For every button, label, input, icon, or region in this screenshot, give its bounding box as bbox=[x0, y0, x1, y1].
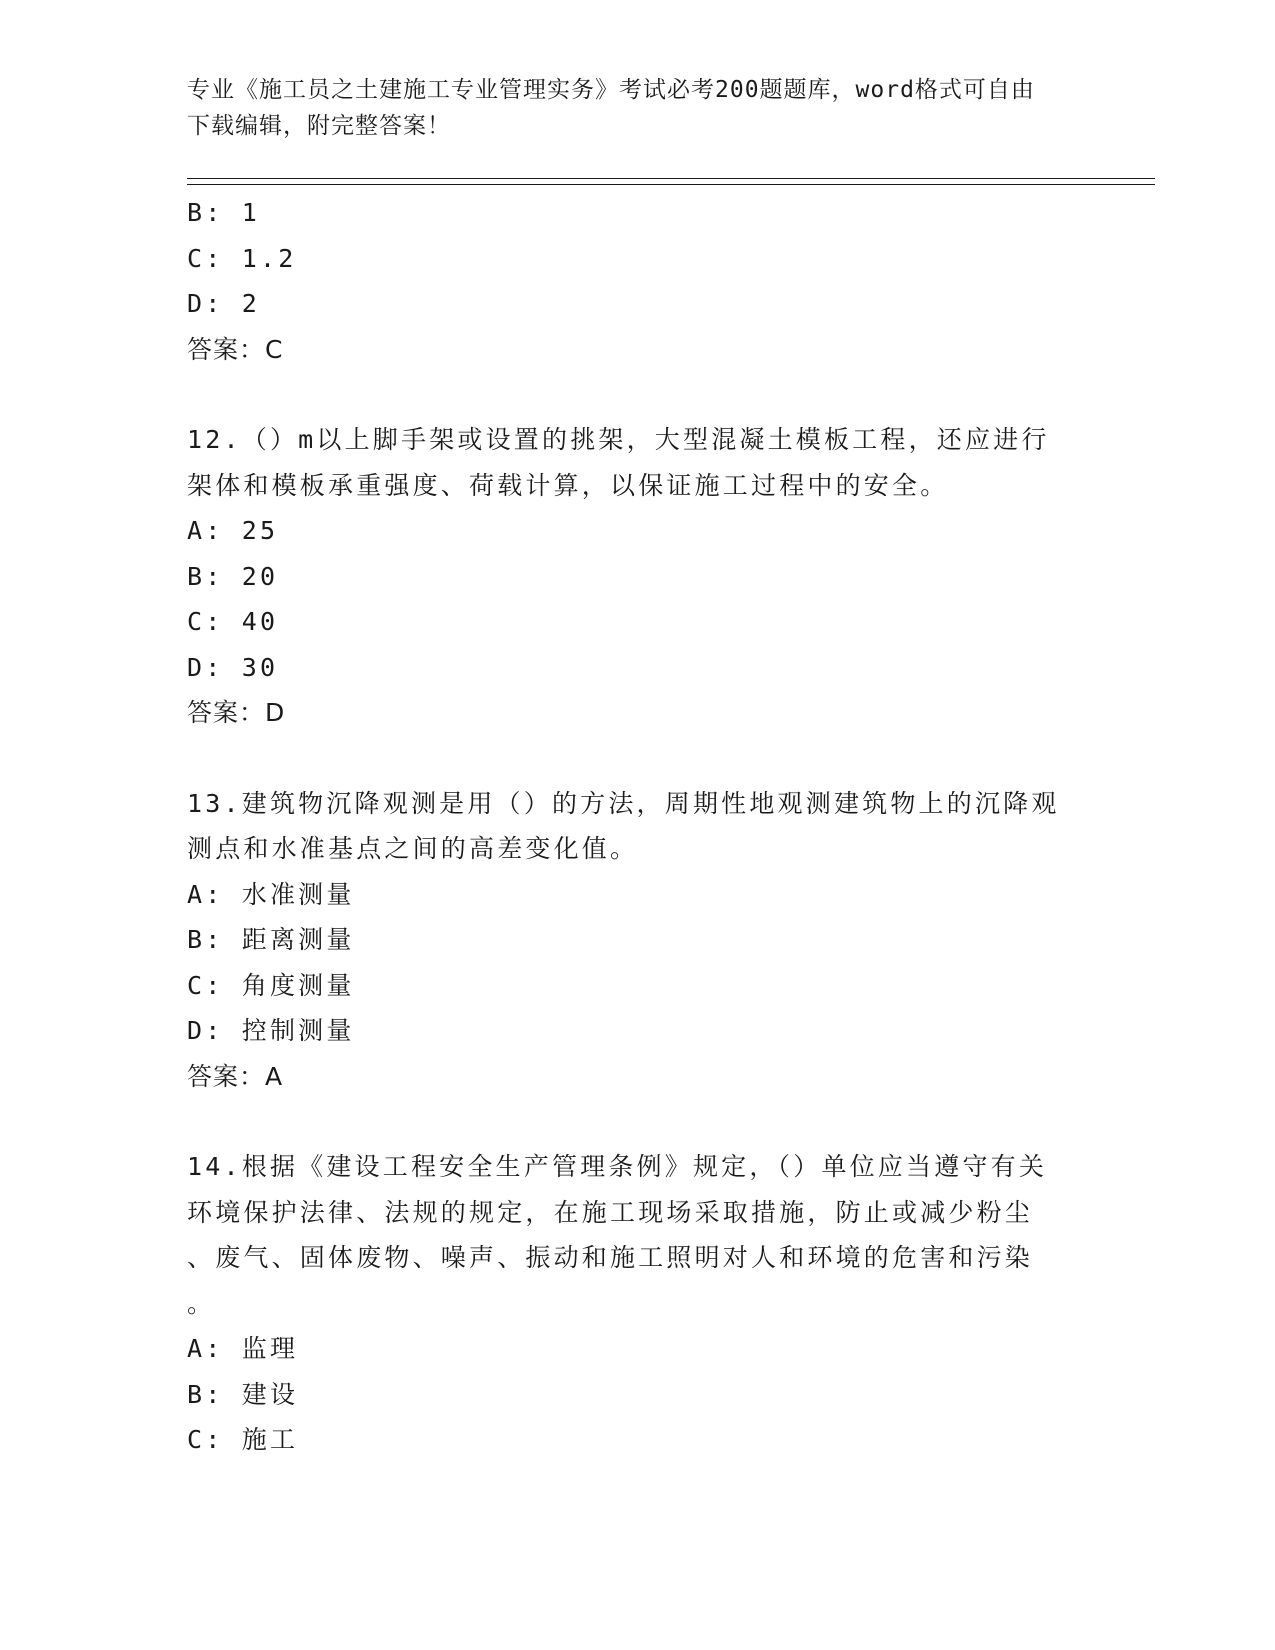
header-divider bbox=[187, 178, 1155, 185]
question-text-line: 13.建筑物沉降观测是用（）的方法，周期性地观测建筑物上的沉降观 bbox=[187, 788, 1060, 818]
question-text-line: 架体和模板承重强度、荷载计算，以保证施工过程中的安全。 bbox=[187, 470, 949, 500]
header-line-2: 下载编辑，附完整答案！ bbox=[187, 113, 451, 139]
answer-line: 答案：A bbox=[187, 1061, 284, 1091]
option-b: B: 建设 bbox=[187, 1379, 299, 1409]
option-c: C: 1.2 bbox=[187, 243, 297, 273]
question-13 bbox=[187, 781, 1155, 1100]
spacer bbox=[187, 736, 1155, 781]
question-11-partial bbox=[187, 190, 1155, 372]
option-b: B: 20 bbox=[187, 561, 279, 591]
header-line-1: 专业《施工员之土建施工专业管理实务》考试必考200题题库，word格式可自由 bbox=[187, 77, 1035, 103]
question-text-line: 、废气、固体废物、噪声、振动和施工照明对人和环境的危害和污染 bbox=[187, 1243, 1034, 1272]
question-text-line: 14.根据《建设工程安全生产管理条例》规定，（）单位应当遵守有关 bbox=[187, 1152, 1048, 1181]
spacer bbox=[187, 1099, 1155, 1144]
spacer bbox=[187, 372, 1155, 417]
option-a: A: 监理 bbox=[187, 1334, 299, 1363]
question-text bbox=[187, 781, 1087, 872]
option-c: C: 施工 bbox=[187, 1425, 299, 1454]
option-b: B: 距离测量 bbox=[187, 925, 355, 954]
option-a: A: 水准测量 bbox=[187, 879, 355, 909]
question-text-line: 。 bbox=[187, 1288, 216, 1318]
question-12 bbox=[187, 417, 1155, 736]
option-d: D: 2 bbox=[187, 289, 261, 318]
question-list bbox=[187, 190, 1155, 1463]
answer-line: 答案：D bbox=[187, 698, 286, 727]
option-b: B: 1 bbox=[187, 198, 261, 227]
answer-line: 答案：C bbox=[187, 334, 284, 364]
question-text-line: 环境保护法律、法规的规定，在施工现场采取措施，防止或减少粉尘 bbox=[187, 1197, 1034, 1227]
question-text bbox=[187, 417, 1087, 508]
document-page bbox=[187, 0, 1157, 1650]
option-a: A: 25 bbox=[187, 516, 279, 545]
option-c: C: 角度测量 bbox=[187, 970, 355, 1000]
question-text bbox=[187, 1144, 1087, 1326]
question-14 bbox=[187, 1144, 1155, 1463]
question-text-line: 测点和水准基点之间的高差变化值。 bbox=[187, 834, 639, 863]
option-d: D: 30 bbox=[187, 652, 279, 682]
question-text-line: 12.（）m以上脚手架或设置的挑架，大型混凝土模板工程，还应进行 bbox=[187, 425, 1050, 454]
document-header bbox=[187, 72, 1087, 144]
option-c: C: 40 bbox=[187, 607, 279, 636]
option-d: D: 控制测量 bbox=[187, 1016, 355, 1045]
